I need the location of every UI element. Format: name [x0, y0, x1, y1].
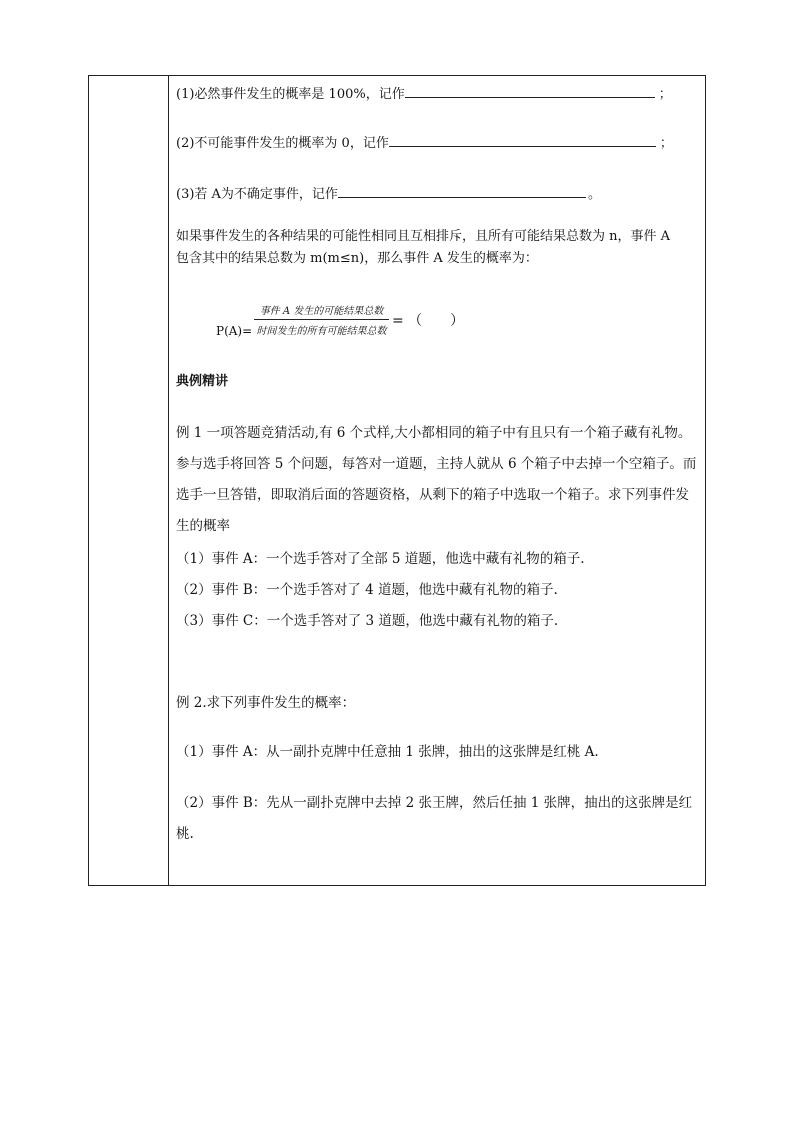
formula-fraction [254, 302, 389, 337]
example1-item-a: （1）事件 A：一个选手答对了全部 5 道题，他选中藏有礼物的箱子. [176, 551, 585, 567]
rule-impossible-event: (2)不可能事件发生的概率为 0，记作 ； [176, 136, 673, 151]
formula-numerator: 事件 A 发生的可能结果总数 [259, 306, 384, 317]
example2-title: 例 2.求下列事件发生的概率： [176, 695, 356, 711]
answer-blank[interactable] [338, 185, 586, 198]
rule-uncertain-event: (3)若 A为不确定事件，记作 。 [176, 187, 601, 202]
answer-blank[interactable] [389, 134, 656, 147]
content-table [88, 75, 706, 886]
rule-certain-event: (1)必然事件发生的概率是 100%，记作 ； [176, 87, 672, 102]
section-title: 典例精讲 [176, 374, 229, 389]
example1-line: 例 1 一项答题竞猜活动,有 6 个式样,大小都相同的箱子中有且只有一个箱子藏有礼物。 [176, 425, 692, 441]
example1-line: 生的概率 [176, 518, 230, 534]
example1-line: 参与选手将回答 5 个问题，每答对一道题，主持人就从 6 个箱子中去掉一个空箱子。而 [176, 456, 697, 472]
column-divider [168, 76, 169, 885]
definition-line-2: 包含其中的结果总数为 m(m≤n)，那么事件 A 发生的概率为： [176, 251, 538, 266]
fraction-bar [254, 319, 389, 320]
answer-blank[interactable] [405, 85, 655, 98]
example2-item-b-line-2: 桃. [176, 826, 194, 842]
formula-denominator: 时间发生的所有可能结果总数 [256, 326, 387, 337]
example1-item-b: （2）事件 B：一个选手答对了 4 道题，他选中藏有礼物的箱子. [176, 582, 558, 598]
example2-item-b-line-1: （2）事件 B：先从一副扑克牌中去掉 2 张王牌，然后任抽 1 张牌，抽出的这张牌是红 [176, 795, 693, 811]
example2-item-a: （1）事件 A：从一副扑克牌中任意抽 1 张牌，抽出的这张牌是红桃 A. [176, 744, 599, 760]
definition-line-1: 如果事件发生的各种结果的可能性相同且互相排斥，且所有可能结果总数为 n，事件 A [176, 229, 671, 244]
formula-lhs: P(A)= [216, 324, 253, 338]
example1-line: 选手一旦答错，即取消后面的答题资格，从剩下的箱子中选取一个箱子。求下列事件发 [176, 487, 689, 503]
example1-item-c: （3）事件 C：一个选手答对了 3 道题，他选中藏有礼物的箱子. [176, 613, 559, 629]
formula-rhs: = （ ） [392, 313, 465, 329]
